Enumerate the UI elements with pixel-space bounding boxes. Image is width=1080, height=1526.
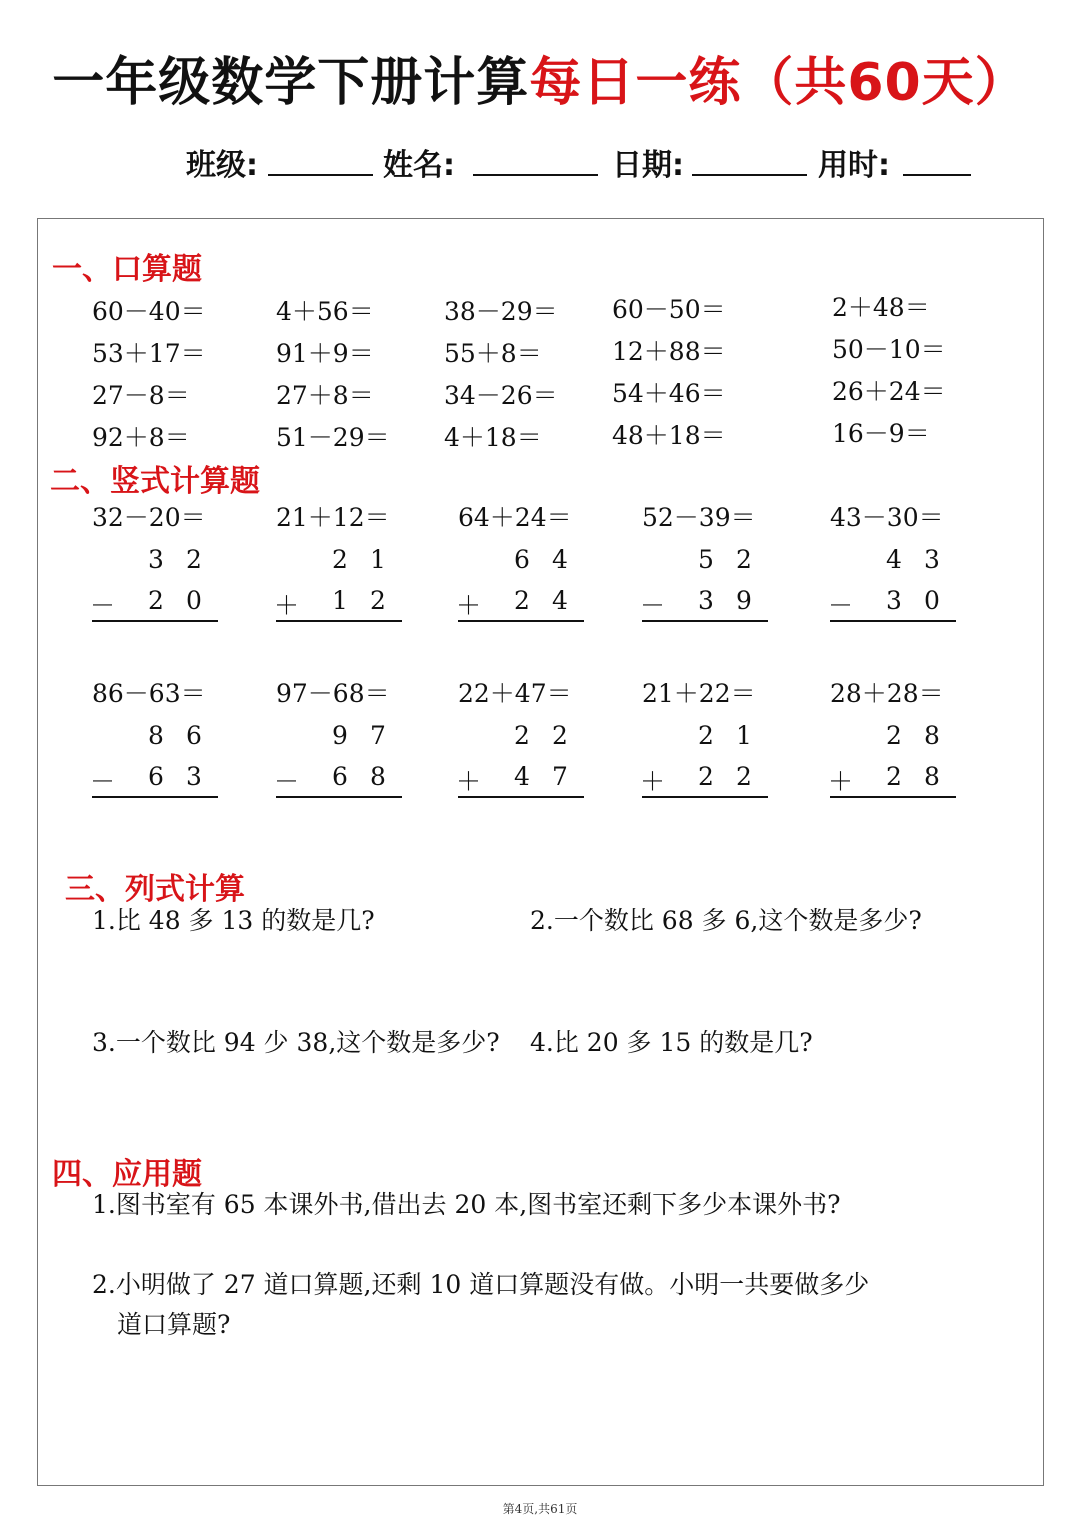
top-ones-digit: 8 — [924, 721, 940, 750]
word-problem-2-line1: 2.小明做了 27 道口算题,还剩 10 道口算题没有做。小明一共要做多少 — [92, 1270, 870, 1299]
bottom-ones-digit: 3 — [186, 762, 202, 791]
operator-sign: ＋ — [456, 591, 482, 620]
operator-sign: ＋ — [456, 767, 482, 796]
bottom-tens-digit: 6 — [332, 762, 348, 791]
bottom-tens-digit: 2 — [514, 586, 530, 615]
bottom-ones-digit: 4 — [552, 586, 568, 615]
bottom-tens-digit: 1 — [332, 586, 348, 615]
operator-sign: ＋ — [828, 767, 854, 796]
operator-sign: ＋ — [640, 767, 666, 796]
oral-problem: 91＋9＝ — [276, 339, 374, 368]
oral-problem: 12＋88＝ — [612, 337, 726, 366]
vertical-expression: 97－68＝ — [276, 679, 390, 708]
top-ones-digit: 4 — [552, 545, 568, 574]
top-ones-digit: 6 — [186, 721, 202, 750]
bottom-tens-digit: 3 — [886, 586, 902, 615]
oral-problem: 27＋8＝ — [276, 381, 374, 410]
operator-sign: － — [828, 591, 854, 620]
class-blank[interactable] — [268, 174, 373, 176]
oral-problem: 4＋18＝ — [444, 423, 542, 452]
operator-sign: － — [90, 767, 116, 796]
top-ones-digit: 2 — [552, 721, 568, 750]
oral-problem: 54＋46＝ — [612, 379, 726, 408]
top-ones-digit: 2 — [186, 545, 202, 574]
section2-heading: 二、竖式计算题 — [50, 464, 260, 499]
top-ones-digit: 1 — [736, 721, 752, 750]
bottom-ones-digit: 8 — [924, 762, 940, 791]
title-highlight: 每日一练（共60天） — [529, 53, 1028, 113]
vertical-expression: 22＋47＝ — [458, 679, 572, 708]
top-tens-digit: 2 — [886, 721, 902, 750]
title-main: 一年级数学下册计算 — [52, 53, 530, 113]
oral-problem: 60－40＝ — [92, 297, 206, 326]
word-problem-1: 1.图书室有 65 本课外书,借出去 20 本,图书室还剩下多少本课外书? — [92, 1190, 841, 1219]
result-line — [276, 620, 402, 622]
section4-heading: 四、应用题 — [52, 1157, 202, 1192]
bottom-tens-digit: 2 — [886, 762, 902, 791]
result-line — [458, 620, 584, 622]
top-ones-digit: 3 — [924, 545, 940, 574]
top-tens-digit: 8 — [148, 721, 164, 750]
result-line — [642, 620, 768, 622]
vertical-expression: 21＋12＝ — [276, 503, 390, 532]
vertical-expression: 64＋24＝ — [458, 503, 572, 532]
class-label: 班级: — [186, 148, 258, 183]
date-blank[interactable] — [692, 174, 807, 176]
bottom-tens-digit: 2 — [698, 762, 714, 791]
list-question-2: 2.一个数比 68 多 6,这个数是多少? — [530, 906, 922, 935]
oral-problem: 4＋56＝ — [276, 297, 374, 326]
vertical-expression: 21＋22＝ — [642, 679, 756, 708]
top-tens-digit: 2 — [332, 545, 348, 574]
top-tens-digit: 9 — [332, 721, 348, 750]
bottom-tens-digit: 2 — [148, 586, 164, 615]
top-ones-digit: 1 — [370, 545, 386, 574]
operator-sign: － — [274, 767, 300, 796]
operator-sign: － — [90, 591, 116, 620]
oral-problem: 26＋24＝ — [832, 377, 946, 406]
bottom-tens-digit: 6 — [148, 762, 164, 791]
top-tens-digit: 3 — [148, 545, 164, 574]
bottom-ones-digit: 2 — [370, 586, 386, 615]
bottom-ones-digit: 0 — [924, 586, 940, 615]
bottom-ones-digit: 9 — [736, 586, 752, 615]
top-ones-digit: 2 — [736, 545, 752, 574]
vertical-expression: 86－63＝ — [92, 679, 206, 708]
page-title — [0, 40, 1080, 115]
vertical-expression: 52－39＝ — [642, 503, 756, 532]
oral-problem: 51－29＝ — [276, 423, 390, 452]
result-line — [92, 620, 218, 622]
name-label: 姓名: — [383, 148, 455, 183]
name-blank[interactable] — [473, 174, 598, 176]
operator-sign: － — [640, 591, 666, 620]
time-blank[interactable] — [903, 174, 971, 176]
top-tens-digit: 6 — [514, 545, 530, 574]
word-problem-2-line2: 道口算题? — [117, 1310, 231, 1339]
bottom-ones-digit: 7 — [552, 762, 568, 791]
result-line — [276, 796, 402, 798]
section1-heading: 一、口算题 — [52, 252, 202, 287]
oral-problem: 48＋18＝ — [612, 421, 726, 450]
list-question-1: 1.比 48 多 13 的数是几? — [92, 906, 375, 935]
result-line — [830, 620, 956, 622]
top-tens-digit: 2 — [514, 721, 530, 750]
top-tens-digit: 4 — [886, 545, 902, 574]
bottom-ones-digit: 2 — [736, 762, 752, 791]
bottom-tens-digit: 3 — [698, 586, 714, 615]
top-ones-digit: 7 — [370, 721, 386, 750]
oral-problem: 2＋48＝ — [832, 293, 930, 322]
oral-problem: 50－10＝ — [832, 335, 946, 364]
top-tens-digit: 2 — [698, 721, 714, 750]
oral-problem: 38－29＝ — [444, 297, 558, 326]
date-label: 日期: — [612, 148, 684, 183]
oral-problem: 92＋8＝ — [92, 423, 190, 452]
section3-heading: 三、列式计算 — [65, 872, 245, 907]
oral-problem: 27－8＝ — [92, 381, 190, 410]
vertical-expression: 28＋28＝ — [830, 679, 944, 708]
oral-problem: 34－26＝ — [444, 381, 558, 410]
top-tens-digit: 5 — [698, 545, 714, 574]
operator-sign: ＋ — [274, 591, 300, 620]
result-line — [830, 796, 956, 798]
oral-problem: 55＋8＝ — [444, 339, 542, 368]
result-line — [642, 796, 768, 798]
bottom-ones-digit: 0 — [186, 586, 202, 615]
page-footer: 第4页,共61页 — [502, 1502, 578, 1516]
list-question-4: 4.比 20 多 15 的数是几? — [530, 1028, 813, 1057]
vertical-expression: 43－30＝ — [830, 503, 944, 532]
bottom-tens-digit: 4 — [514, 762, 530, 791]
result-line — [458, 796, 584, 798]
vertical-expression: 32－20＝ — [92, 503, 206, 532]
list-question-3: 3.一个数比 94 少 38,这个数是多少? — [92, 1028, 500, 1057]
oral-problem: 53＋17＝ — [92, 339, 206, 368]
oral-problem: 60－50＝ — [612, 295, 726, 324]
result-line — [92, 796, 218, 798]
oral-problem: 16－9＝ — [832, 419, 930, 448]
bottom-ones-digit: 8 — [370, 762, 386, 791]
time-label: 用时: — [818, 148, 890, 183]
